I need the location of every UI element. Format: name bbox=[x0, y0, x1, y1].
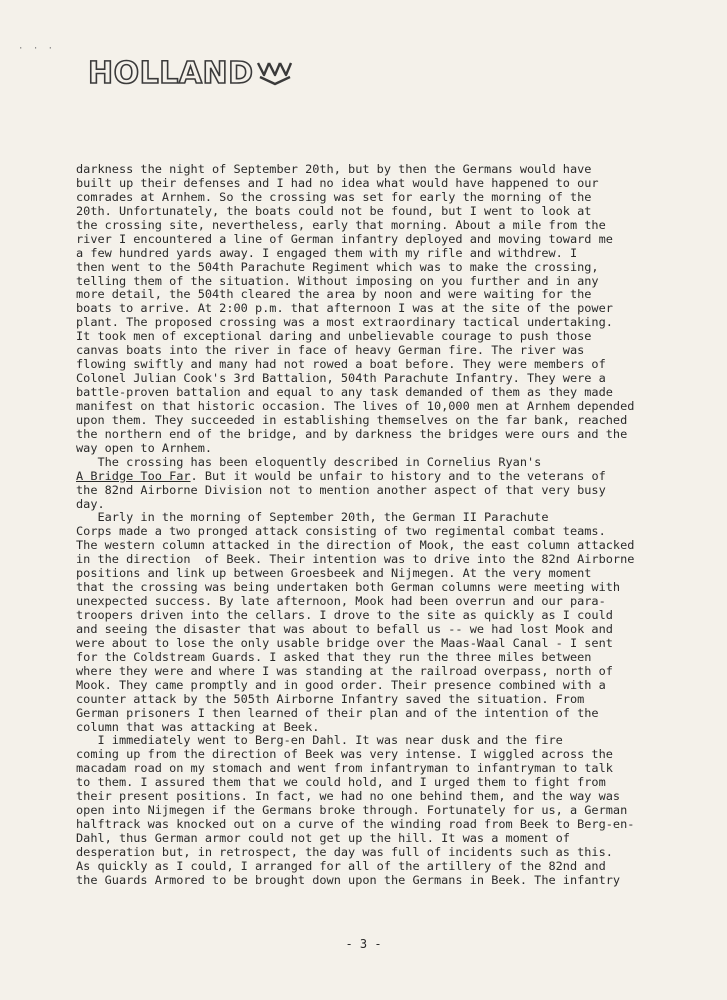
text-line: comrades at Arnhem. So the crossing was set for early the morning of the bbox=[76, 189, 592, 204]
text-line: river I encountered a line of German infantry deployed and moving toward me bbox=[76, 231, 613, 246]
text-line: halftrack was knocked out on a curve of the winding road from Beek to Berg-en- bbox=[76, 817, 635, 832]
text-line: for the Coldstream Guards. I asked that they run the three miles between bbox=[76, 649, 592, 664]
text-line: Corps made a two pronged attack consisting of two regimental combat teams. bbox=[76, 524, 606, 539]
letter-body bbox=[76, 163, 646, 888]
logo-wordmark: HOLLAND bbox=[88, 56, 254, 91]
text-line: 20th. Unfortunately, the boats could not be found, but I went to look at bbox=[76, 203, 592, 218]
scan-specks: · · · bbox=[18, 44, 56, 54]
text-line: unexpected success. By late afternoon, Mook had been overrun and our para- bbox=[76, 594, 606, 609]
text-line: counter attack by the 505th Airborne Infantry saved the situation. From bbox=[76, 691, 585, 706]
book-title: A Bridge Too Far bbox=[76, 468, 191, 483]
text-line: flowing swiftly and many had not rowed a boat before. They were members of bbox=[76, 357, 606, 372]
text-line: plant. The proposed crossing was a most extraordinary tactical undertaking. bbox=[76, 315, 613, 330]
text-line: day. bbox=[76, 496, 105, 511]
text-line: the northern end of the bridge, and by darkness the bridges were ours and the bbox=[76, 426, 628, 441]
text-line: the 82nd Airborne Division not to mention another aspect of that very busy bbox=[76, 482, 606, 497]
text-line-rest: . But it would be unfair to history and to the veterans of bbox=[190, 468, 606, 483]
text-line: canvas boats into the river in face of heavy German fire. The river was bbox=[76, 343, 585, 358]
text-line: open into Nijmegen if the Germans broke through. Fortunately for us, a German bbox=[76, 803, 628, 818]
text-line: battle-proven battalion and equal to any task demanded of them as they made bbox=[76, 385, 613, 399]
text-line: telling them of the situation. Without imposing on you further and in any bbox=[76, 273, 599, 288]
text-line: the crossing site, nevertheless, early that morning. About a mile from the bbox=[76, 217, 606, 232]
text-line: and seeing the disaster that was about to befall us -- we had lost Mook and bbox=[76, 621, 613, 636]
text-line: Early in the morning of September 20th, the German II Parachute bbox=[76, 510, 549, 525]
text-line: macadam road on my stomach and went from infantryman to infantryman to talk bbox=[76, 761, 613, 776]
text-line: were about to lose the only usable bridge over the Maas-Waal Canal - I sent bbox=[76, 635, 613, 650]
text-line: upon them. They succeeded in establishing themselves on the far bank, reached bbox=[76, 412, 628, 427]
text-line: positions and link up between Groesbeek and Nijmegen. At the very moment bbox=[76, 566, 592, 581]
text-line: The crossing has been eloquently described in Cornelius Ryan's bbox=[76, 454, 542, 469]
text-line: way open to Arnhem. bbox=[76, 440, 213, 455]
text-line: to them. I assured them that we could hold, and I urged them to fight from bbox=[76, 775, 606, 790]
tulip-mark-icon bbox=[256, 57, 294, 91]
text-line: a few hundred yards away. I engaged them with my rifle and withdrew. I bbox=[76, 245, 578, 260]
text-line: Mook. They came promptly and in good order. Their presence combined with a bbox=[76, 677, 606, 692]
text-line: coming up from the direction of Beek was very intense. I wiggled across the bbox=[76, 747, 613, 762]
text-line: It took men of exceptional daring and unbelievable courage to push those bbox=[76, 329, 592, 344]
text-line bbox=[76, 470, 646, 484]
text-line: more detail, the 504th cleared the area by noon and were waiting for the bbox=[76, 287, 592, 302]
text-line: where they were and where I was standing at the railroad overpass, north of bbox=[76, 663, 613, 678]
text-line: that the crossing was being undertaken both German columns were meeting with bbox=[76, 580, 621, 595]
text-line: their present positions. In fact, we had no one behind them, and the way was bbox=[76, 789, 621, 804]
text-line: desperation but, in retrospect, the day was full of incidents such as this. bbox=[76, 844, 613, 859]
text-line: built up their defenses and I had no idea what would have happened to our bbox=[76, 175, 599, 190]
text-line: manifest on that historic occasion. The lives of 10,000 men at Arnhem depended bbox=[76, 398, 635, 413]
holland-logo bbox=[88, 57, 294, 91]
text-line: Colonel Julian Cook's 3rd Battalion, 504th Parachute Infantry. They were a bbox=[76, 371, 606, 386]
text-line: The western column attacked in the direction of Mook, the east column attacked bbox=[76, 538, 635, 553]
text-line: boats to arrive. At 2:00 p.m. that afternoon I was at the site of the power bbox=[76, 301, 613, 316]
text-line: troopers driven into the cellars. I drove to the site as quickly as I could bbox=[76, 608, 613, 622]
text-line: the Guards Armored to be brought down upon the Germans in Beek. The infantry bbox=[76, 872, 621, 887]
text-line: I immediately went to Berg-en Dahl. It was near dusk and the fire bbox=[76, 733, 563, 748]
text-line: darkness the night of September 20th, but by then the Germans would have bbox=[76, 162, 592, 176]
text-line: German prisoners I then learned of their plan and of the intention of the bbox=[76, 705, 599, 720]
text-line: in the direction of Beek. Their intention was to drive into the 82nd Airborne bbox=[76, 552, 635, 567]
text-line: Dahl, thus German armor could not get up the hill. It was a moment of bbox=[76, 831, 570, 845]
page-number: - 3 - bbox=[345, 937, 382, 951]
text-line: then went to the 504th Parachute Regiment which was to make the crossing, bbox=[76, 259, 599, 274]
text-line: As quickly as I could, I arranged for all of the artillery of the 82nd and bbox=[76, 858, 606, 873]
text-line: column that was attacking at Beek. bbox=[76, 719, 320, 734]
